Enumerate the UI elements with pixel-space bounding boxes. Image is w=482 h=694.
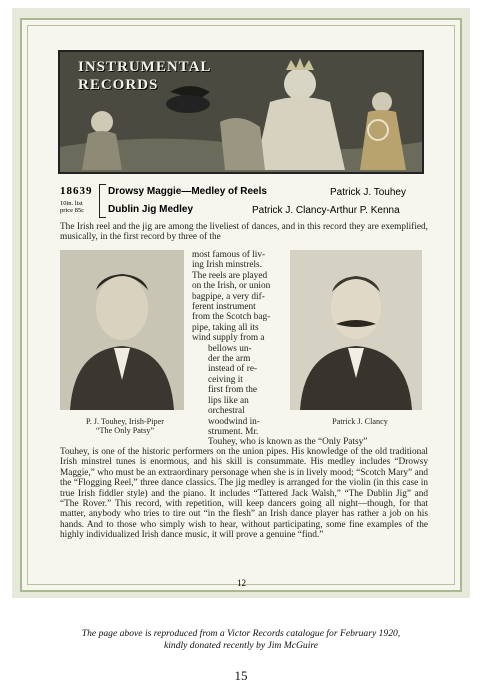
record-number: 18639 [60, 185, 93, 197]
page-number: 15 [234, 668, 248, 683]
caption-note-line-2: kindly donated recently by Jim McGuire [163, 640, 319, 651]
caption-note-line-1: The page above is reproduced from a Victor Records catalogue for February 1920, [81, 628, 401, 639]
banner-title: INSTRUMENTAL RECORDS [78, 59, 212, 93]
record-performer-1: Patrick J. Touhey [330, 187, 406, 198]
banner-illustration [58, 50, 424, 174]
caption-touhey: P. J. Touhey, Irish-Piper “The Only Patsy” [86, 417, 164, 435]
caption-clancy: Patrick J. Clancy [332, 417, 388, 426]
intro-paragraph: The Irish reel and the jig are among the liveliest of dances, and in this record they are exemplified, musically, in the first record by three of the [60, 222, 428, 243]
record-title-1: Drowsy Maggie—Medley of Reels [108, 186, 267, 197]
record-title-2: Dublin Jig Medley [108, 204, 194, 215]
inner-page-number: 12 [237, 578, 246, 588]
column-text-last-line: Touhey, who is known as the “Only Patsy” [208, 437, 368, 447]
column-text: most famous of liv- ing Irish minstrels. The reels are played on the Irish, or union bagpipe, a very dif- ferent instrument from the Scotch bag- pipe, taking all its wind supply from a bellows un- der the arm instead of re- ceiving it first from the lips like an orchestral woodwind in- strument. Mr. [192, 250, 271, 437]
record-price: 10in. list price 85c [60, 200, 85, 214]
photo-clancy [290, 250, 422, 410]
body-paragraph: Touhey, is one of the historic performers on the union pipes. His knowledge of the old traditional Irish minstrel tunes is enormous, and his skill is consummate. His medley includes “Drowsy Maggie,” who must be an extraordinary personage when she is in lively mood; “Scotch Mary” and the “Flogging Reel,” three dance classics. The jig medley is arranged for the violin (in this case in true Irish fiddler style) and the piano. It includes “Tattered Jack Walsh,” “The Dublin Jig” and “The Rover.” This record, with repetition, will keep dancers going all night—though, for that matter, anybody who tries to tire out “in the flesh” an Irish dance player has rather a job on his hands. And to those who simply wish to hear, without participating, some fine examples of the highly individualized Irish dance music, it will prove a genuine “find.” [60, 447, 428, 541]
photo-touhey [60, 250, 184, 410]
record-brace [99, 184, 106, 218]
record-performer-2: Patrick J. Clancy-Arthur P. Kenna [252, 205, 400, 216]
